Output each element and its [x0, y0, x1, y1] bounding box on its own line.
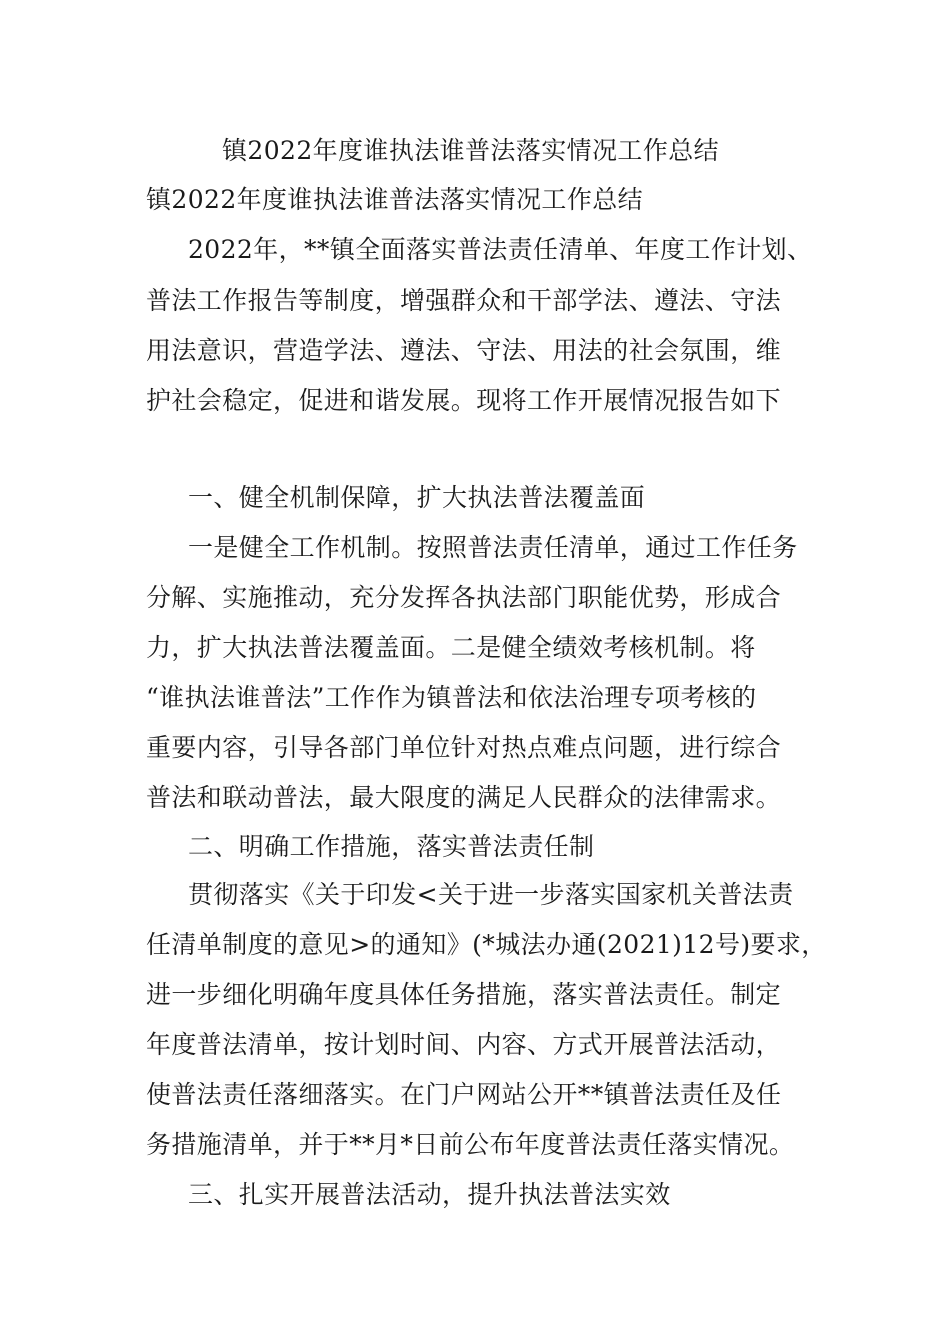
- paragraph-line: 贯彻落实《关于印发<关于进一步落实国家机关普法责: [188, 880, 794, 909]
- paragraph-line: 进一步细化明确年度具体任务措施，落实普法责任。制定: [146, 980, 782, 1009]
- paragraph-line: 务措施清单，并于**月*日前公布年度普法责任落实情况。: [146, 1130, 795, 1159]
- paragraph-line: 普法工作报告等制度，增强群众和干部学法、遵法、守法: [146, 286, 782, 315]
- document-subtitle: 镇2022年度谁执法谁普法落实情况工作总结: [146, 185, 644, 214]
- paragraph-line: 重要内容，引导各部门单位针对热点难点问题，进行综合: [146, 733, 782, 762]
- paragraph-line: 用法意识，营造学法、遵法、守法、用法的社会氛围，维: [146, 336, 782, 365]
- paragraph-line: 年度普法清单，按计划时间、内容、方式开展普法活动，: [146, 1030, 782, 1059]
- paragraph-line: “谁执法谁普法”工作作为镇普法和依法治理专项考核的: [146, 683, 757, 712]
- section-heading-3: 三、扎实开展普法活动，提升执法普法实效: [188, 1180, 671, 1209]
- paragraph-line: 护社会稳定，促进和谐发展。现将工作开展情况报告如下: [146, 386, 782, 415]
- paragraph-line: 普法和联动普法，最大限度的满足人民群众的法律需求。: [146, 783, 782, 812]
- section-heading-1: 一、健全机制保障，扩大执法普法覆盖面: [188, 483, 646, 512]
- paragraph-line: 一是健全工作机制。按照普法责任清单，通过工作任务: [188, 533, 798, 562]
- paragraph-line: 2022年，**镇全面落实普法责任清单、年度工作计划、: [188, 235, 813, 264]
- section-heading-2: 二、明确工作措施，落实普法责任制: [188, 832, 595, 861]
- paragraph-line: 使普法责任落细落实。在门户网站公开**镇普法责任及任: [146, 1080, 782, 1109]
- paragraph-line: 任清单制度的意见>的通知》(*城法办通(2021)12号)要求，: [146, 930, 827, 959]
- paragraph-line: 力，扩大执法普法覆盖面。二是健全绩效考核机制。将: [146, 633, 756, 662]
- document-title: 镇2022年度谁执法谁普法落实情况工作总结: [222, 136, 720, 165]
- paragraph-line: 分解、实施推动，充分发挥各执法部门职能优势，形成合: [146, 583, 782, 612]
